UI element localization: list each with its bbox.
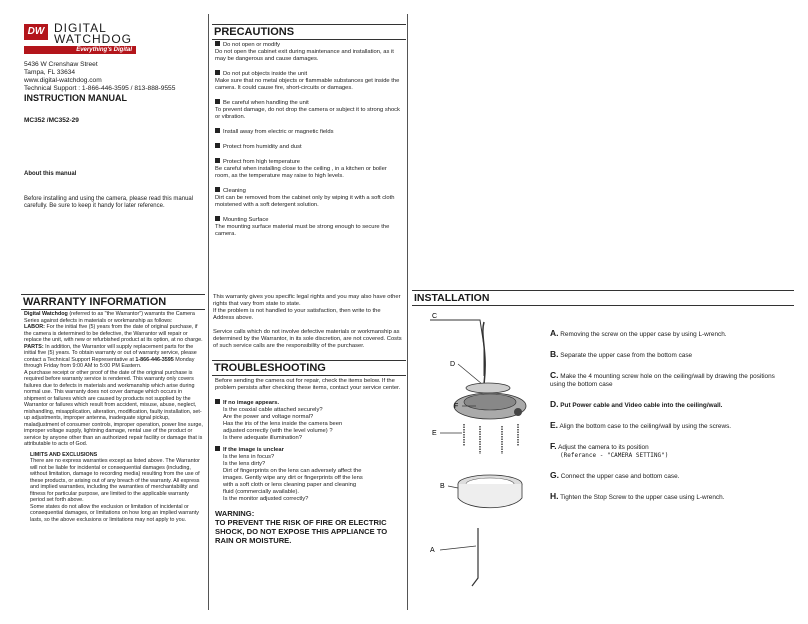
warranty-rights: This warranty gives you specific legal rights and you may also have other rights that vary from state to state.	[213, 294, 401, 307]
label-a: A	[430, 547, 435, 554]
q2-item: Is the monitor adjusted correctly?	[223, 496, 309, 502]
q1-item: adjusted correctly (with the level volume) ?	[223, 428, 333, 434]
warranty-labor-label: LABOR:	[24, 324, 45, 330]
q2-item: images. Gently wipe any dirt or fingerprints off the lens	[223, 475, 363, 481]
troubleshooting-intro: Before sending the camera out for repair, check the items below. If the problem persists after checking these items, contact your service center.	[215, 378, 401, 391]
precaution-item	[215, 158, 403, 180]
step-letter: C.	[550, 370, 559, 380]
column-divider	[208, 14, 209, 610]
precaution-item	[215, 187, 403, 209]
label-b: B	[440, 483, 445, 490]
precaution-head: Cleaning	[223, 188, 246, 194]
warranty-intro: (referred to as "the Warrantor") warrants the Camera Series against defects in materials or workmanship as follows:	[24, 311, 195, 324]
about-text: Before installing and using the camera, please read this manual carefully. Be sure to keep it handy for later reference.	[24, 196, 194, 210]
limits-text: There are no express warranties except as listed above. The Warrantor will not be liable for incidental or consequential damages (including, without limitation, damage to recording media) resulting from the use of these products, or arising out of any breach of the warranty. All express and implied warranties, including the warranties of merchantability and fitness for particular purpose, are limited to the applicable warranty period set forth above.	[30, 458, 200, 503]
step-text: Align the bottom case to the ceiling/wall by using the screws.	[559, 423, 732, 430]
address-web: www.digital-watchdog.com	[24, 77, 102, 84]
installation-heading: INSTALLATION	[412, 290, 794, 306]
step-text: Separate the upper case from the bottom case	[560, 352, 693, 359]
precaution-head: Install away from electric or magnetic fields	[223, 129, 334, 135]
warning-text: WARNING: TO PREVENT THE RISK OF FIRE OR ELECTRIC SHOCK, DO NOT EXPOSE THIS APPLIANCE TO RAIN OR MOISTURE.	[215, 509, 388, 545]
label-e: E	[432, 430, 437, 437]
leader-a	[440, 546, 476, 550]
warranty-conditions: A purchase receipt or other proof of the date of the original purchase is required before warranty service is rendered. This warranty only covers failures due to defects in materials and workmanship which arise during normal use. This warranty does not cover damage which occurs in shipment or failures which are caused by products not supplied by the Warrantor or failures which result from accident, misuse, abuse, neglect, mishandling, misapplication, alteration, modification, faulty installation, set-up adjustments, improper antenna, inadequate signal pickup, maladjustment of consumer controls, improper operation, power line surge, improper voltage supply, lightning damage, rental use of the product or service by anyone other than an authorized repair facility or damage that is attributable to acts of God.	[24, 369, 203, 447]
camera-lens	[514, 408, 522, 416]
warranty-continued	[213, 294, 403, 350]
warranty-brand: Digital Watchdog	[24, 311, 68, 317]
q2-list	[215, 454, 403, 503]
step-h	[550, 492, 790, 502]
step-text: Adjust the camera to its position	[558, 444, 649, 451]
step-text: Tighten the Stop Screw to the upper case using L-wrench.	[560, 494, 725, 501]
page-divider	[407, 14, 408, 610]
installation-steps	[550, 329, 790, 513]
limits-text-2: Some states do not allow the exclusion or limitation of incidental or consequential damages, or limitations on how long an implied warranty lasts, so the above exclusions or limitations may not apply to you.	[30, 503, 199, 523]
precaution-item	[215, 41, 403, 63]
brand-logo	[24, 22, 140, 56]
warranty-parts: In addition, the Warrantor will supply replacement parts for the initial five (5) years. To obtain warranty or out of warranty service, please contact a Technical Support Representative at	[24, 343, 197, 363]
label-c: C	[432, 313, 438, 320]
q2-item: Is the lens dirty?	[223, 461, 266, 467]
warranty-hours: Monday through Friday from 9:00 AM to 5:00 PM Eastern.	[24, 356, 195, 369]
step-text: Removing the screw on the upper case by using L-wrench.	[560, 331, 727, 338]
warranty-body	[24, 311, 204, 523]
troubleshooting-heading: TROUBLESHOOTING	[212, 360, 406, 376]
precaution-head: Do not open or modify	[223, 42, 281, 48]
precaution-body: To prevent damage, do not drop the camera or subject it to strong shock or vibration.	[215, 107, 400, 120]
q1-item: Is the coaxial cable attached securely?	[223, 407, 323, 413]
warranty-labor: For the initial five (5) years from the date of original purchase, if the camera is determined to be defective, the Warrantor will repair or replace the unit, with new or refurbished product at its option, at no charge.	[24, 324, 203, 343]
about-title: About this manual	[24, 171, 77, 177]
precaution-body: Dirt can be removed from the cabinet only by wiping it with a soft cloth moistened with a soft detergent solution.	[215, 195, 395, 208]
leader-c	[430, 320, 484, 376]
logo-tagline: Everything's Digital	[24, 46, 136, 54]
precaution-item	[215, 99, 403, 121]
address-block	[24, 61, 204, 93]
step-g	[550, 471, 790, 481]
precaution-item	[215, 70, 403, 92]
address-support: Technical Support : 1-866-446-3595 / 813-888-9555	[24, 85, 176, 92]
step-letter: D.	[550, 399, 559, 409]
q2-item: fluid (commercially available).	[223, 489, 300, 495]
troubleshooting-q1	[215, 399, 403, 407]
address-city: Tampa, FL 33634	[24, 69, 76, 76]
manual-title: INSTRUCTION MANUAL	[24, 93, 127, 103]
precaution-body: Make sure that no metal objects or flammable substances get inside the camera. It could cause fire, short-circuits or damages.	[215, 78, 400, 91]
precaution-head: Be careful when handling the unit	[223, 100, 309, 106]
bottom-case-wall	[458, 484, 522, 508]
precaution-head: Do not put objects inside the unit	[223, 71, 308, 77]
precautions-heading: PRECAUTIONS	[212, 24, 406, 40]
step-d	[550, 400, 790, 410]
step-letter: G.	[550, 470, 559, 480]
precaution-body: The mounting surface material must be strong enough to secure the camera.	[215, 224, 390, 237]
step-letter: E.	[550, 420, 559, 430]
precaution-item	[215, 216, 403, 238]
logo-name-line2: WATCHDOG	[54, 32, 132, 46]
warranty-parts-label: PARTS:	[24, 343, 44, 350]
step-a	[550, 329, 790, 339]
precaution-item	[215, 143, 403, 151]
camera-ring	[464, 394, 516, 410]
logo-name-line1: DIGITAL	[54, 21, 107, 35]
precaution-body: Do not open the cabinet exit during maintenance and installation, as it may be dangerous and cause damages.	[215, 49, 394, 62]
q1-item: Has the iris of the lens inside the camera been	[223, 421, 343, 427]
step-letter: A.	[550, 328, 559, 338]
manual-models: MC352 /MC352-29	[24, 117, 79, 124]
step-f	[550, 442, 790, 460]
warranty-service-calls: Service calls which do not involve defective materials or workmanship as determined by the Warrantor, in its sole discretion, are not covered. Costs of such service calls are the responsibility of the purchaser.	[213, 329, 402, 349]
step-c	[550, 371, 790, 389]
q1-text: If no image appears.	[223, 400, 280, 406]
mounting-plate	[466, 383, 510, 393]
troubleshooting-body	[215, 378, 403, 545]
precaution-item	[215, 128, 403, 136]
q1-item: Is there adequate illumination?	[223, 435, 302, 441]
address-street: 5436 W Crenshaw Street	[24, 61, 98, 68]
step-e	[550, 421, 790, 431]
label-d: D	[450, 361, 456, 368]
limits-title: LIMITS AND EXCLUSIONS	[30, 451, 98, 458]
logo-mark: DW	[24, 24, 48, 40]
leader-b	[448, 486, 458, 488]
q1-list	[215, 407, 403, 442]
step-text: Put Power cable and Video cable into the ceiling/wall.	[560, 402, 723, 409]
step-text: Make the 4 mounting screw hole on the ceiling/wall by drawing the positions using the bottom case	[550, 373, 775, 388]
leader-d	[458, 364, 482, 384]
precaution-body: Be careful when installing close to the ceiling , in a kitchen or boiler room, as the temperature may raise to high levels.	[215, 166, 387, 179]
step-letter: B.	[550, 349, 559, 359]
troubleshooting-q2	[215, 446, 403, 454]
precaution-head: Protect from high temperature	[223, 159, 301, 165]
installation-diagram	[418, 306, 538, 596]
warranty-phone: 1-866-446-3595	[135, 356, 174, 363]
l-wrench	[472, 528, 478, 586]
q2-text: If the image is unclear	[223, 447, 284, 453]
step-f-note: (Referance - "CAMERA SETTING")	[560, 452, 669, 459]
step-letter: F.	[550, 441, 557, 451]
step-b	[550, 350, 790, 360]
step-text: Connect the upper case and bottom case.	[560, 473, 680, 480]
precautions-list	[215, 41, 403, 245]
precaution-head: Protect from humidity and dust	[223, 144, 302, 150]
q2-item: Is the lens in focus?	[223, 454, 275, 460]
warranty-heading: WARRANTY INFORMATION	[21, 294, 205, 310]
q1-item: Are the power and voltage normal?	[223, 414, 314, 420]
precaution-head: Mounting Surface	[223, 217, 269, 223]
mounting-screws	[464, 424, 518, 454]
q2-item: with a soft cloth or lens cleaning paper and cleaning	[223, 482, 357, 488]
q2-item: Dirt of fingerprints on the lens can adversely affect the	[223, 468, 362, 474]
label-f: F	[454, 403, 459, 410]
step-letter: H.	[550, 491, 559, 501]
warranty-resolve: If the problem is not handled to your satisfaction, then write to the Address above.	[213, 308, 381, 321]
